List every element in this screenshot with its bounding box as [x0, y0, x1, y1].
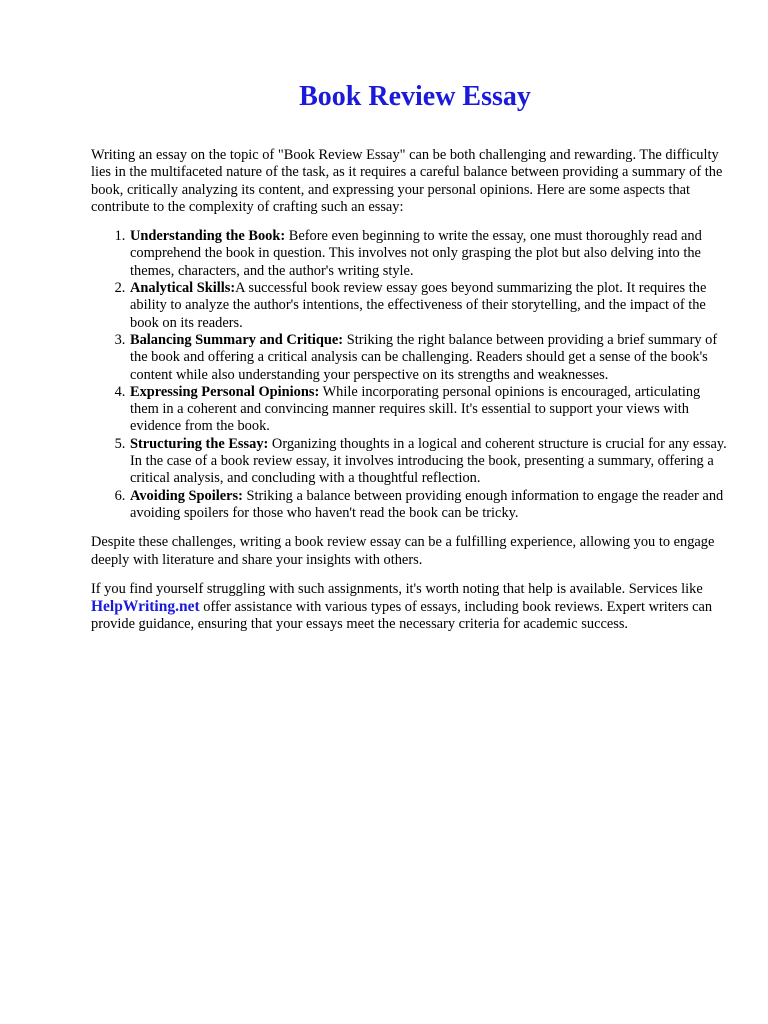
intro-paragraph: Writing an essay on the topic of "Book Review Essay" can be both challenging and rewarding. The difficulty lies in the multifaceted nature of the task, as it requires a careful balance between providing a summary of the book, critically analyzing its content, and expressing your personal opinions. Here are some aspects that contribute to the complexity of crafting such an essay:	[91, 147, 723, 215]
list-item	[129, 488, 731, 523]
list-item	[129, 384, 731, 436]
help-paragraph	[91, 581, 731, 634]
aspects-list	[91, 228, 731, 522]
list-item-text: A successful book review essay goes beyond summarizing the plot. It requires the ability to analyze the author's intentions, the effectiveness of their storytelling, and the impact of the book on its readers.	[130, 280, 707, 331]
list-item	[129, 228, 731, 280]
list-item-heading: Understanding the Book:	[130, 228, 286, 245]
list-item-heading: Expressing Personal Opinions:	[130, 383, 320, 400]
help-text-after: offer assistance with various types of essays, including book reviews. Expert writers can provide guidance, ensuring that your essays meet the necessary criteria for academic success.	[91, 599, 713, 633]
list-item-text: Striking the right balance between providing a brief summary of the book and offering a critical analysis can be challenging. Readers should get a sense of the book's content while also understanding your perspective on its strengths and weaknesses.	[130, 331, 718, 383]
list-item	[129, 280, 731, 332]
list-item-text: Striking a balance between providing enough information to engage the reader and avoiding spoilers for those who haven't read the book can be tricky.	[130, 487, 724, 521]
list-item-heading: Avoiding Spoilers:	[130, 487, 243, 504]
list-item-heading: Analytical Skills:	[130, 280, 236, 297]
list-item	[129, 436, 731, 488]
list-item-heading: Balancing Summary and Critique:	[130, 331, 344, 348]
conclusion-paragraph: Despite these challenges, writing a book review essay can be a fulfilling experience, allowing you to engage deeply with literature and share your insights with others.	[91, 534, 715, 568]
list-item-text: Organizing thoughts in a logical and coherent structure is crucial for any essay. In the case of a book review essay, it involves introducing the book, presenting a summary, offering a critical analysis, and concluding with a thoughtful reflection.	[130, 435, 727, 487]
list-item-heading: Structuring the Essay:	[130, 435, 269, 452]
document-title: Book Review Essay	[299, 81, 531, 112]
list-item-text: Before even beginning to write the essay, one must thoroughly read and comprehend the book in question. This involves not only grasping the plot but also delving into the themes, characters, and the author's writing style.	[130, 228, 702, 279]
list-item	[129, 332, 731, 384]
document-page	[91, 80, 731, 646]
helpwriting-link[interactable]: HelpWriting.net	[91, 598, 200, 616]
list-item-text: While incorporating personal opinions is encouraged, articulating them in a coherent and convincing manner requires skill. It's essential to support your views with evidence from the book.	[130, 383, 701, 435]
help-text-before: If you find yourself struggling with such assignments, it's worth noting that help is available. Services like	[91, 580, 703, 597]
